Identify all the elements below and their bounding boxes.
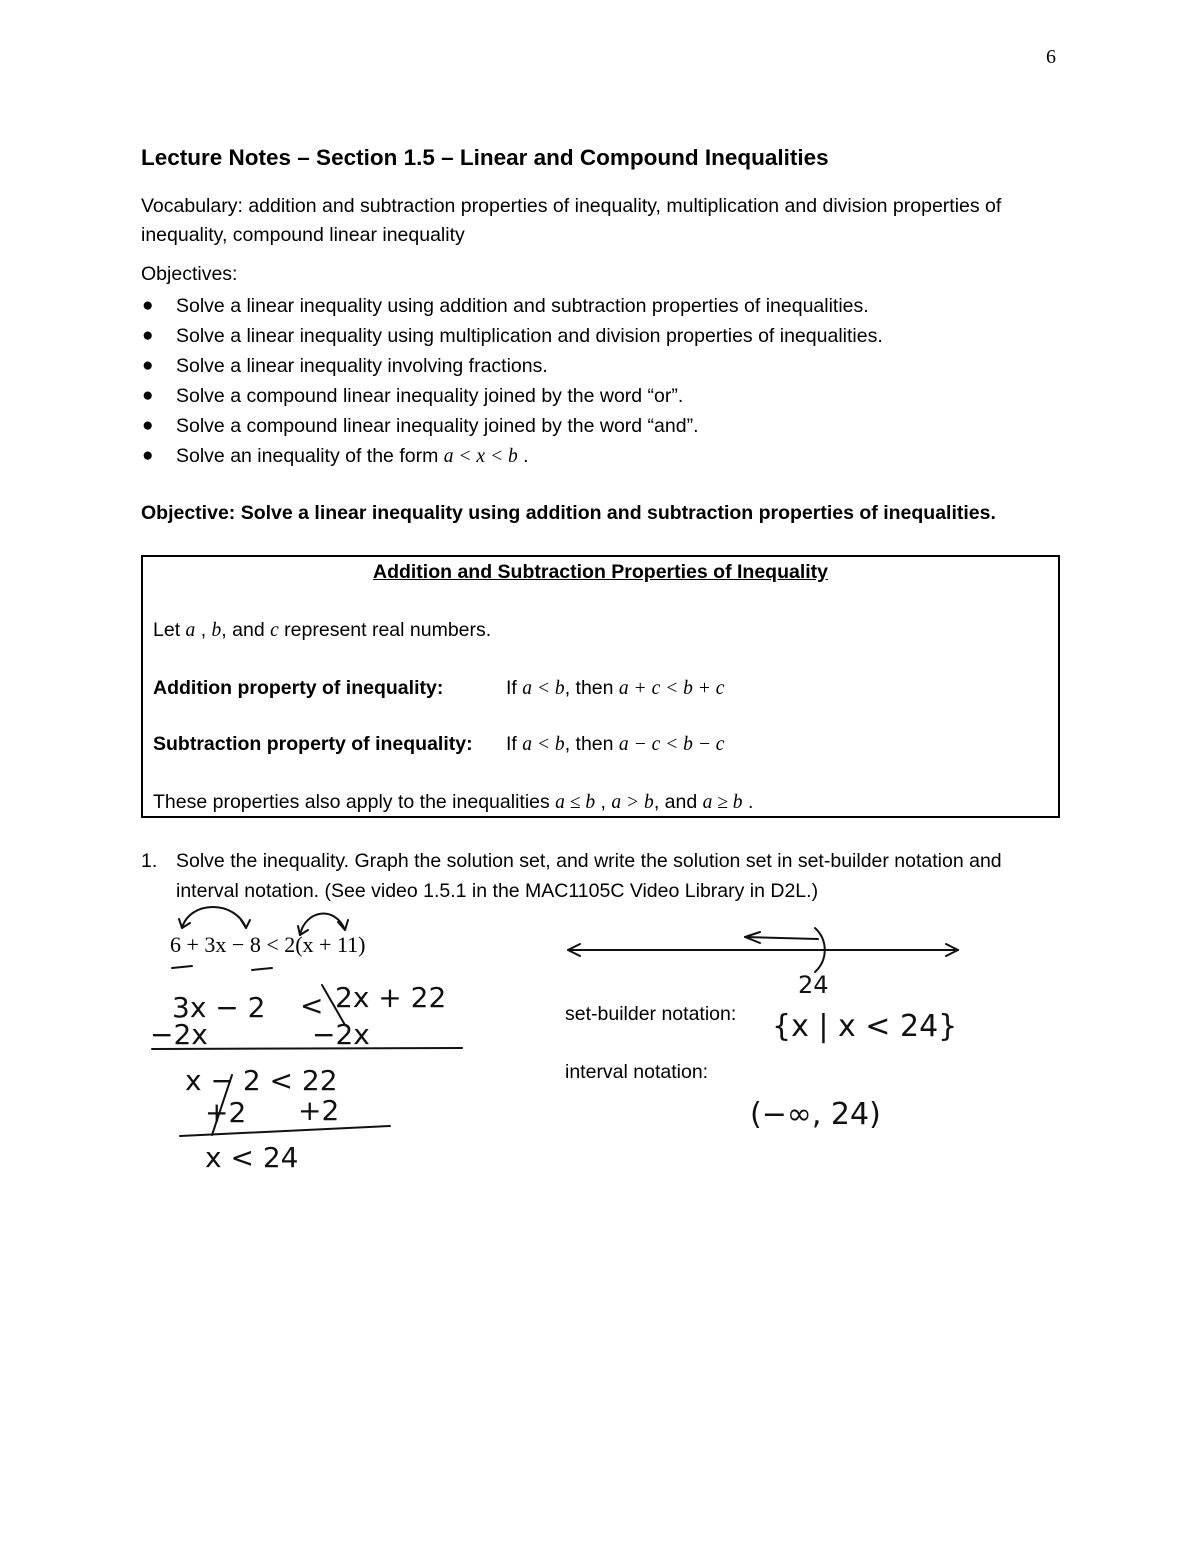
let-statement: Let a , b, and c represent real numbers. [153, 619, 492, 641]
step4-right: +2 [298, 1094, 340, 1127]
underline-mark [172, 966, 192, 968]
bullet-icon: ● [142, 445, 154, 466]
problem-text: Solve the inequality. Graph the solution set, and write the solution set in set-builder notation and interval notation. (See video 1.5.1 in the MAC1105C Video Library in D2L.) [176, 850, 1002, 902]
bullet-icon: ● [142, 325, 154, 346]
objective-item: ● Solve a linear inequality using multiplication and division properties of inequalities. [142, 325, 883, 347]
objective-item: ● Solve a compound linear inequality joined by the word “or”. [142, 385, 684, 407]
number-line-mark: 24 [798, 971, 829, 999]
subtraction-property-label: Subtraction property of inequality: [153, 733, 473, 755]
page-number: 6 [1046, 46, 1056, 68]
addition-property-label: Addition property of inequality: [153, 677, 444, 699]
handwritten-steps [150, 971, 957, 1174]
objective-item: ● Solve a linear inequality using addition and subtraction properties of inequalities. [142, 295, 869, 317]
step2-left: −2x [150, 1018, 208, 1051]
bullet-icon: ● [142, 385, 154, 406]
addition-property-rule: If a < b, then a + c < b + c [506, 677, 725, 699]
set-builder-answer: {x | x < 24} [772, 1009, 958, 1044]
arrow-curve-icon [182, 907, 246, 928]
objective-item: ● Solve a linear inequality involving fractions. [142, 355, 548, 377]
shading-arrow [745, 937, 818, 939]
problem-equation: 6 + 3x − 8 < 2(x + 11) [170, 932, 366, 957]
set-builder-label: set-builder notation: [565, 1003, 737, 1025]
bullet-icon: ● [142, 355, 154, 376]
interval-answer: (−∞, 24) [750, 1097, 881, 1132]
bullet-icon: ● [142, 415, 154, 436]
step1-op: < [300, 989, 324, 1022]
underline-mark [252, 968, 272, 970]
step4-left: +2 [205, 1096, 247, 1129]
current-objective: Objective: Solve a linear inequality using addition and subtraction properties of inequalities. [141, 502, 996, 524]
arrowhead-icon [241, 920, 250, 928]
box-title: Addition and Subtraction Properties of Inequality [372, 561, 829, 583]
objective-item: ● Solve an inequality of the form a < x < b . [142, 445, 529, 467]
page-title: Lecture Notes – Section 1.5 – Linear and Compound Inequalities [141, 145, 829, 170]
subtraction-property-rule: If a < b, then a − c < b − c [506, 733, 725, 755]
problem-number: 1. [141, 850, 158, 872]
objective-item: ● Solve a compound linear inequality joined by the word “and”. [142, 415, 699, 437]
objective-form-math: a < x < b [443, 446, 518, 467]
interval-label: interval notation: [565, 1061, 709, 1083]
step3: x − 2 < 22 [185, 1064, 338, 1097]
bullet-icon: ● [142, 295, 154, 316]
objectives-heading: Objectives: [141, 263, 238, 285]
final-result: x < 24 [205, 1141, 299, 1174]
vocabulary-text: Vocabulary: addition and subtraction properties of inequality, multiplication and division properties of inequality, compound linear inequality [141, 195, 1002, 246]
step2-right: −2x [312, 1018, 370, 1051]
step1-right: 2x + 22 [335, 981, 447, 1014]
step1-left: 3x − 2 [172, 991, 266, 1024]
also-applies-text: These properties also apply to the inequalities a ≤ b , a > b, and a ≥ b . [153, 791, 754, 813]
